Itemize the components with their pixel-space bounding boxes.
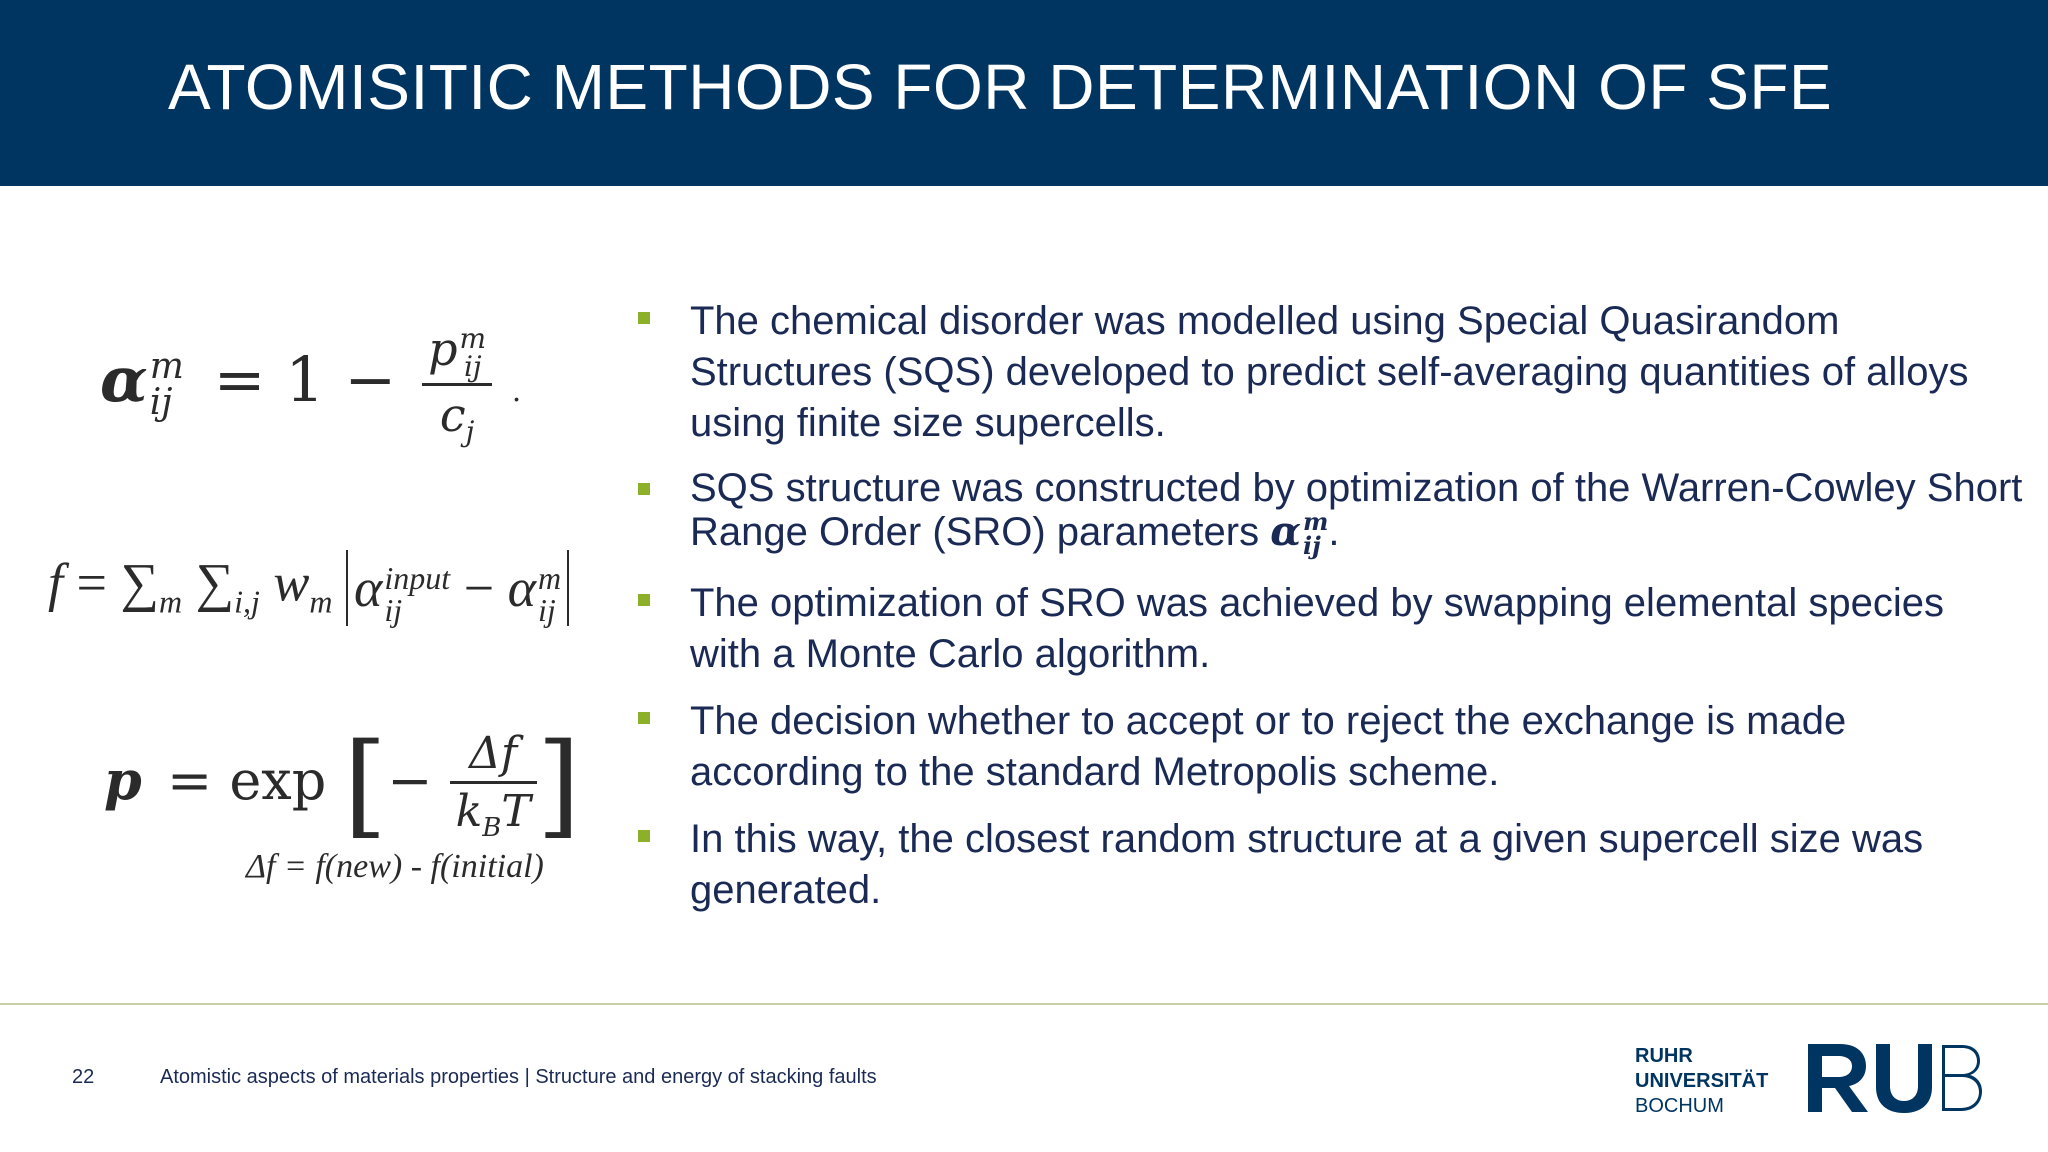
eq1-equals: = 1 − (213, 343, 397, 417)
alpha-symbol-sup: m (1302, 507, 1329, 537)
bullet-tail: . (1328, 510, 1340, 554)
rub-logo (1806, 1042, 1982, 1114)
eq1-num-sub: ij (463, 350, 482, 383)
delta-f-definition: Δf = f(new) - f(initial) (246, 848, 544, 885)
eq3-minus: − (387, 749, 433, 812)
university-name (1635, 1044, 1768, 1119)
page-number: 22 (72, 1066, 95, 1088)
eq3-exp: = exp (166, 749, 327, 812)
bullet-marker (638, 312, 650, 324)
eq3-den-t: T (501, 785, 531, 837)
bullet-marker (638, 712, 650, 724)
eq2-equals: = (76, 552, 107, 613)
bullet-item-monte-carlo (634, 578, 2024, 680)
logo-line-ruhr: RUHR (1635, 1045, 1693, 1067)
eq1-tail: . (511, 374, 522, 410)
eq1-den: c (439, 388, 466, 442)
eq2-sum-m: ∑ (120, 552, 159, 613)
alpha-symbol-sub: ij (1302, 531, 1321, 561)
eq3-fraction (450, 728, 537, 843)
eq2-alpha-input-sub: ij (384, 591, 403, 628)
bullet-list (634, 296, 2024, 916)
footer-divider (0, 1003, 2048, 1005)
eq2-alpha-m-sup: m (537, 559, 562, 596)
eq2-alpha-input: α (354, 558, 383, 618)
eq1-num-sup: m (459, 322, 487, 355)
bullet-marker (638, 594, 650, 606)
eq2-alpha-m-sub: ij (537, 591, 556, 628)
eq2-minus: − (463, 558, 495, 618)
bullet-item-sqs (634, 296, 2024, 449)
eq3-left-bracket: [ (343, 720, 388, 850)
equation-objective (48, 550, 569, 626)
eq2-sum-m-sub: m (158, 583, 183, 620)
bullet-text: SQS structure was constructed by optimization of the Warren-Cowley Short Range Order (SRO) parameters (690, 466, 2023, 554)
logo-line-universitat: UNIVERSITÄT (1635, 1070, 1769, 1092)
eq1-sup: m (149, 346, 184, 387)
bullet-item-result (634, 814, 2024, 916)
eq2-w-sub: m (309, 583, 333, 620)
equation-probability (104, 720, 580, 850)
eq3-den-sub: B (482, 812, 502, 843)
eq3-den-k: k (455, 785, 483, 837)
bullet-marker (638, 830, 650, 842)
slide-title: ATOMISITIC METHODS FOR DETERMINATION OF SFE (168, 51, 1833, 123)
eq1-alpha: α (100, 343, 148, 417)
logo-line-bochum: BOCHUM (1635, 1095, 1724, 1117)
footer-caption: Atomistic aspects of materials properties | Structure and energy of stacking faults (160, 1066, 877, 1088)
eq1-den-sub: j (465, 415, 475, 448)
eq1-sub: ij (149, 382, 173, 423)
eq1-num: p (428, 322, 458, 376)
title-bar (0, 0, 2048, 186)
eq3-right-bracket: ] (536, 720, 581, 850)
bullet-text: The decision whether to accept or to reject the exchange is made according to the standard Metropolis scheme. (690, 699, 1847, 795)
bullet-item-metropolis (634, 696, 2024, 798)
eq2-abs (346, 550, 569, 626)
equation-alpha (100, 322, 521, 448)
bullet-text: The chemical disorder was modelled using Special Quasirandom Structures (SQS) developed to predict self-averaging quantities of alloys using finite size supercells. (690, 299, 1969, 445)
eq1-fraction (422, 322, 492, 448)
eq2-sum-ij-sub: i,j (234, 583, 260, 620)
eq2-sum-ij: ∑ (195, 552, 235, 613)
bullet-item-sro (634, 466, 2024, 561)
bullet-marker (638, 483, 650, 495)
eq2-w: w (273, 552, 310, 613)
bullet-text: In this way, the closest random structure at a given supercell size was generated. (690, 817, 1924, 913)
bullet-text: The optimization of SRO was achieved by swapping elemental species with a Monte Carlo algorithm. (690, 581, 1944, 677)
eq3-num: Δf (469, 727, 518, 779)
eq3-p: p (104, 748, 142, 812)
eq2-alpha-m: α (507, 558, 536, 618)
eq2-f: f (48, 552, 64, 613)
eq2-alpha-input-sup: input (384, 559, 451, 596)
alpha-symbol: α (1270, 508, 1301, 555)
